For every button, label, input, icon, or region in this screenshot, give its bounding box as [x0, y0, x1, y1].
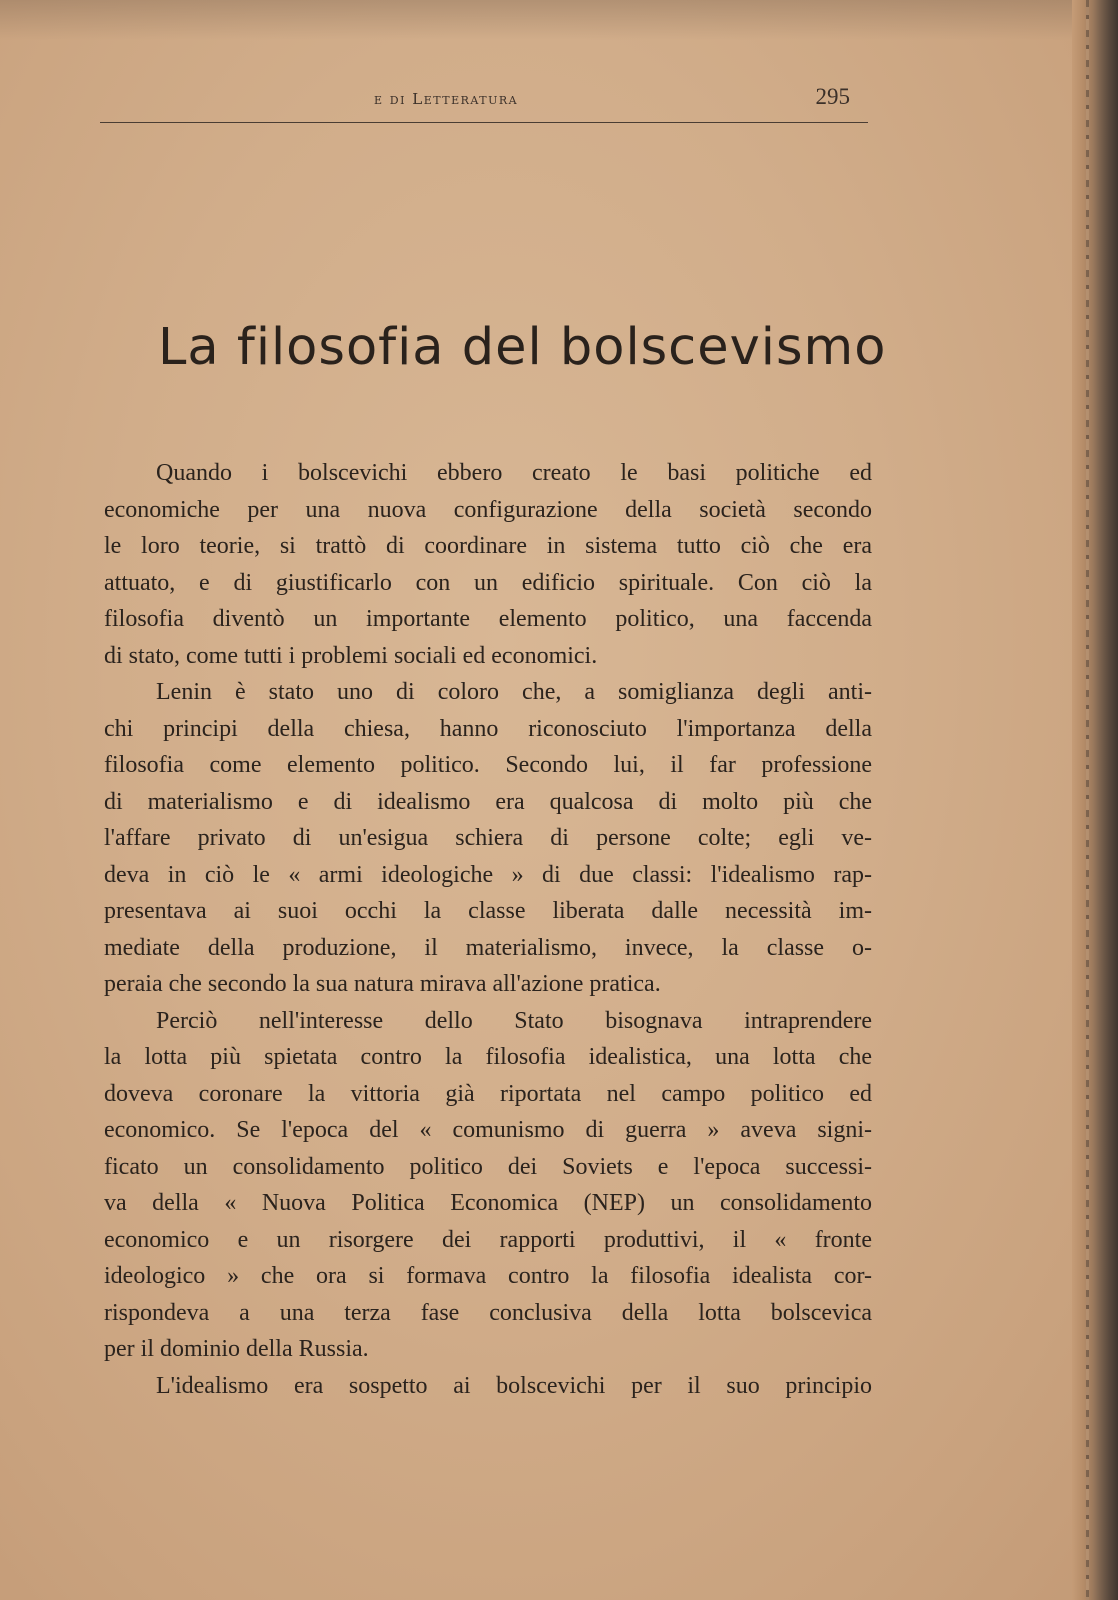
text-line: di materialismo e di idealismo era qualcosa di molto più che: [104, 788, 872, 815]
text-line: presentava ai suoi occhi la classe liberata dalle necessità im-: [104, 898, 872, 924]
text-line: Perciò nell'interesse dello Stato bisognava intraprendere: [156, 1007, 872, 1034]
text-line: economiche per una nuova configurazione della società secondo: [104, 496, 872, 523]
text-line: la lotta più spietata contro la filosofia idealistica, una lotta che: [104, 1044, 872, 1070]
text-line: rispondeva a una terza fase conclusiva della lotta bolscevica: [104, 1299, 872, 1326]
page-number: 295: [815, 84, 850, 109]
text-line: L'idealismo era sospetto ai bolscevichi per il suo principio: [156, 1372, 872, 1399]
text-line: ficato un consolidamento politico dei Soviets e l'epoca successi-: [104, 1153, 872, 1180]
text-line: di stato, come tutti i problemi sociali ed economici.: [104, 642, 598, 669]
running-title: e di Letteratura: [374, 90, 519, 108]
page-top-shadow: [0, 0, 1118, 40]
text-line: economico e un risorgere dei rapporti produttivi, il « fronte: [104, 1226, 872, 1253]
running-head: [100, 84, 868, 123]
text-line: le loro teorie, si trattò di coordinare in sistema tutto ciò che era: [104, 533, 872, 559]
chapter-title: La filosofia del bolscevismo: [158, 318, 887, 377]
text-line: filosofia diventò un importante elemento politico, una faccenda: [104, 606, 872, 632]
text-line: ideologico » che ora si formava contro la filosofia idealista cor-: [104, 1263, 872, 1289]
text-line: mediate della produzione, il materialismo, invece, la classe o-: [104, 934, 872, 961]
text-line: l'affare privato di un'esigua schiera di persone colte; egli ve-: [104, 825, 872, 851]
text-line: filosofia come elemento politico. Secondo lui, il far professione: [104, 752, 872, 778]
text-line: economico. Se l'epoca del « comunismo di guerra » aveva signi-: [104, 1117, 872, 1143]
book-binding-edge: [1072, 0, 1118, 1600]
text-line: Quando i bolscevichi ebbero creato le basi politiche ed: [156, 460, 872, 486]
text-line: Lenin è stato uno di coloro che, a somiglianza degli anti-: [156, 679, 872, 705]
text-line: deva in ciò le « armi ideologiche » di due classi: l'idealismo rap-: [104, 861, 872, 888]
text-line: doveva coronare la vittoria già riportata nel campo politico ed: [104, 1080, 872, 1107]
text-line: peraia che secondo la sua natura mirava all'azione pratica.: [104, 971, 661, 997]
body-text: [104, 455, 872, 1404]
text-line: va della « Nuova Politica Economica (NEP) un consolidamento: [104, 1190, 872, 1216]
text-line: per il dominio della Russia.: [104, 1336, 369, 1362]
text-line: attuato, e di giustificarlo con un edificio spirituale. Con ciò la: [104, 569, 872, 596]
text-line: chi principi della chiesa, hanno riconosciuto l'importanza della: [104, 715, 872, 742]
